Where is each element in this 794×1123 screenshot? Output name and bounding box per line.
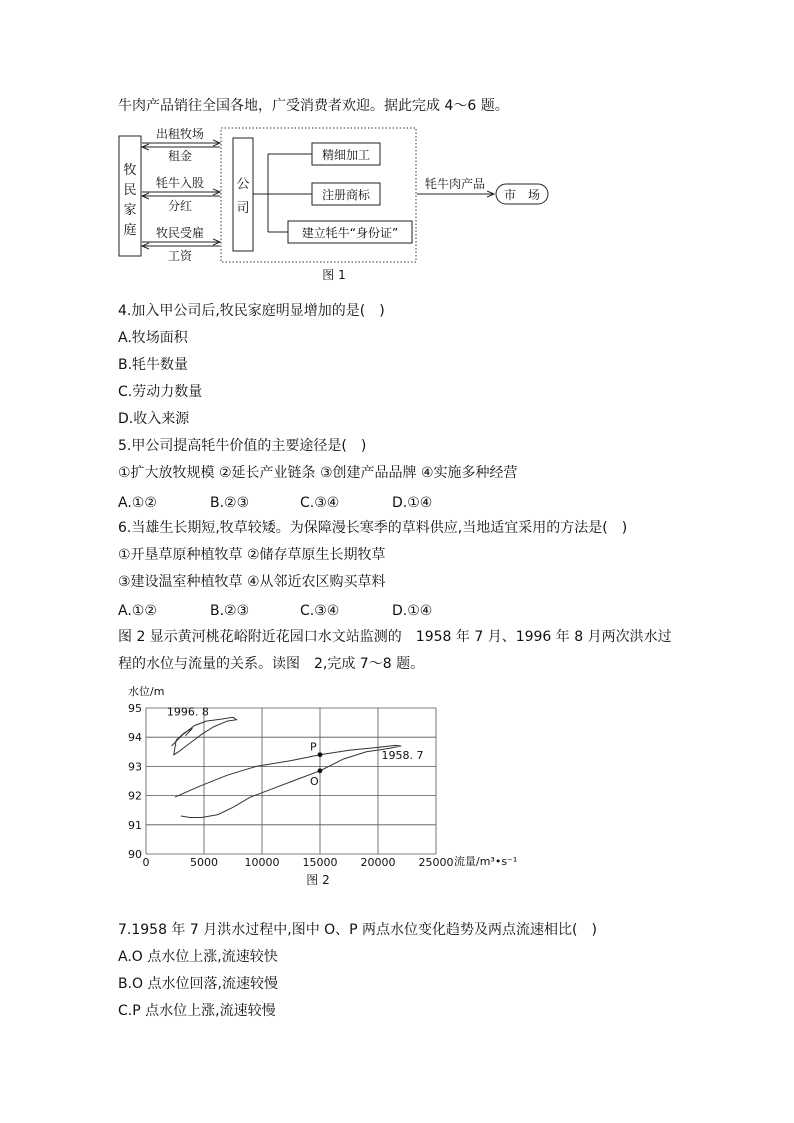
series-line-0 [175, 745, 401, 817]
q6-stem: 6.当雄生长期短,牧草较矮。为保障漫长寒季的草料供应,当地适宜采用的方法是( ) [118, 520, 628, 536]
q5-option-b: B.②③ [210, 495, 250, 511]
company-box [233, 138, 253, 251]
figure-1-diagram [118, 126, 558, 284]
q7-option-c: C.P 点水位上涨,流速较慢 [118, 1003, 276, 1019]
label-dividend: 分红 [167, 199, 193, 213]
box-fine-processing-label: 精细加工 [321, 148, 371, 162]
box-yak-id-label: 建立牦牛“身份证” [301, 226, 399, 240]
q4-stem: 4.加入甲公司后,牧民家庭明显增加的是( ) [118, 303, 385, 319]
passage2-line2: 程的水位与流量的关系。读图 2,完成 7～8 题。 [118, 656, 425, 672]
intro-text: 牛肉产品销往全国各地，广受消费者欢迎。据此完成 4～6 题。 [118, 98, 509, 114]
x-tick-label-4: 20000 [360, 856, 396, 869]
x-tick-label-0: 0 [142, 856, 150, 869]
series-label-1996: 1996. 8 [166, 705, 209, 719]
q4-option-a: A.牧场面积 [118, 330, 188, 346]
x-tick-label-1: 5000 [190, 856, 218, 869]
x-tick-label-2: 10000 [244, 856, 280, 869]
label-wages: 工资 [167, 249, 193, 263]
point-label-P: P [310, 740, 317, 754]
q5-option-a: A.①② [118, 495, 157, 511]
label-product: 牦牛肉产品 [424, 177, 486, 191]
q6-option-d: D.①④ [392, 603, 433, 619]
q6-option-a: A.①② [118, 603, 157, 619]
figure-2-chart [118, 686, 538, 892]
label-herder-hired: 牧民受雇 [155, 226, 205, 240]
passage2-line1: 图 2 显示黄河桃花峪附近花园口水文站监测的 1958 年 7 月、1996 年 8 月两次洪水过 [118, 629, 672, 645]
q4-option-c: C.劳动力数量 [118, 384, 203, 400]
company-label-1: 公 [236, 177, 250, 192]
q5-stem: 5.甲公司提高牦牛价值的主要途径是( ) [118, 438, 367, 454]
q5-items: ①扩大放牧规模 ②延长产业链条 ③创建产品品牌 ④实施多种经营 [118, 465, 518, 481]
label-rent: 租金 [167, 149, 193, 163]
q7-option-a: A.O 点水位上涨,流速较快 [118, 949, 278, 965]
family-label-2: 民 [123, 183, 137, 198]
point-marker-P [318, 752, 323, 757]
y-tick-label-1: 91 [128, 818, 142, 832]
family-label-3: 家 [123, 203, 137, 218]
y-tick-label-3: 93 [128, 760, 142, 774]
q5-option-c: C.③④ [300, 495, 340, 511]
figure-1-caption: 图 1 [322, 268, 346, 282]
label-lease-pasture: 出租牧场 [155, 127, 205, 141]
company-frame [221, 128, 416, 262]
q5-option-d: D.①④ [392, 495, 433, 511]
q4-option-b: B.牦牛数量 [118, 357, 189, 373]
box-trademark-label: 注册商标 [321, 188, 371, 202]
figure-2-caption: 图 2 [306, 873, 330, 887]
point-marker-O [318, 768, 323, 773]
q7-stem: 7.1958 年 7 月洪水过程中,图中 O、P 两点水位变化趋势及两点流速相比( ) [118, 922, 597, 938]
q6-option-c: C.③④ [300, 603, 340, 619]
y-tick-label-0: 90 [128, 848, 142, 861]
x-axis-label: 流量/m³•s⁻¹ [454, 855, 518, 868]
market-label: 市 场 [503, 188, 541, 202]
q4-option-d: D.收入来源 [118, 411, 190, 427]
label-yak-shares: 牦牛入股 [155, 176, 205, 190]
family-label-4: 庭 [123, 223, 137, 238]
point-label-O: O [310, 774, 319, 788]
q6-items-1: ①开垦草原种植牧草 ②储存草原生长期牧草 [118, 547, 386, 563]
company-label-2: 司 [236, 201, 250, 216]
q6-option-b: B.②③ [210, 603, 250, 619]
y-tick-label-2: 92 [128, 789, 142, 803]
y-tick-label-4: 94 [128, 731, 142, 745]
q6-items-2: ③建设温室种植牧草 ④从邻近农区购买草料 [118, 574, 386, 590]
family-label-1: 牧 [123, 163, 137, 178]
x-tick-label-5: 25000 [418, 856, 454, 869]
series-label-1958: 1958. 7 [381, 749, 424, 763]
x-tick-label-3: 15000 [302, 856, 338, 869]
y-axis-label: 水位/m [128, 686, 165, 698]
q7-option-b: B.O 点水位回落,流速较慢 [118, 976, 278, 992]
y-tick-label-5: 95 [128, 702, 142, 715]
